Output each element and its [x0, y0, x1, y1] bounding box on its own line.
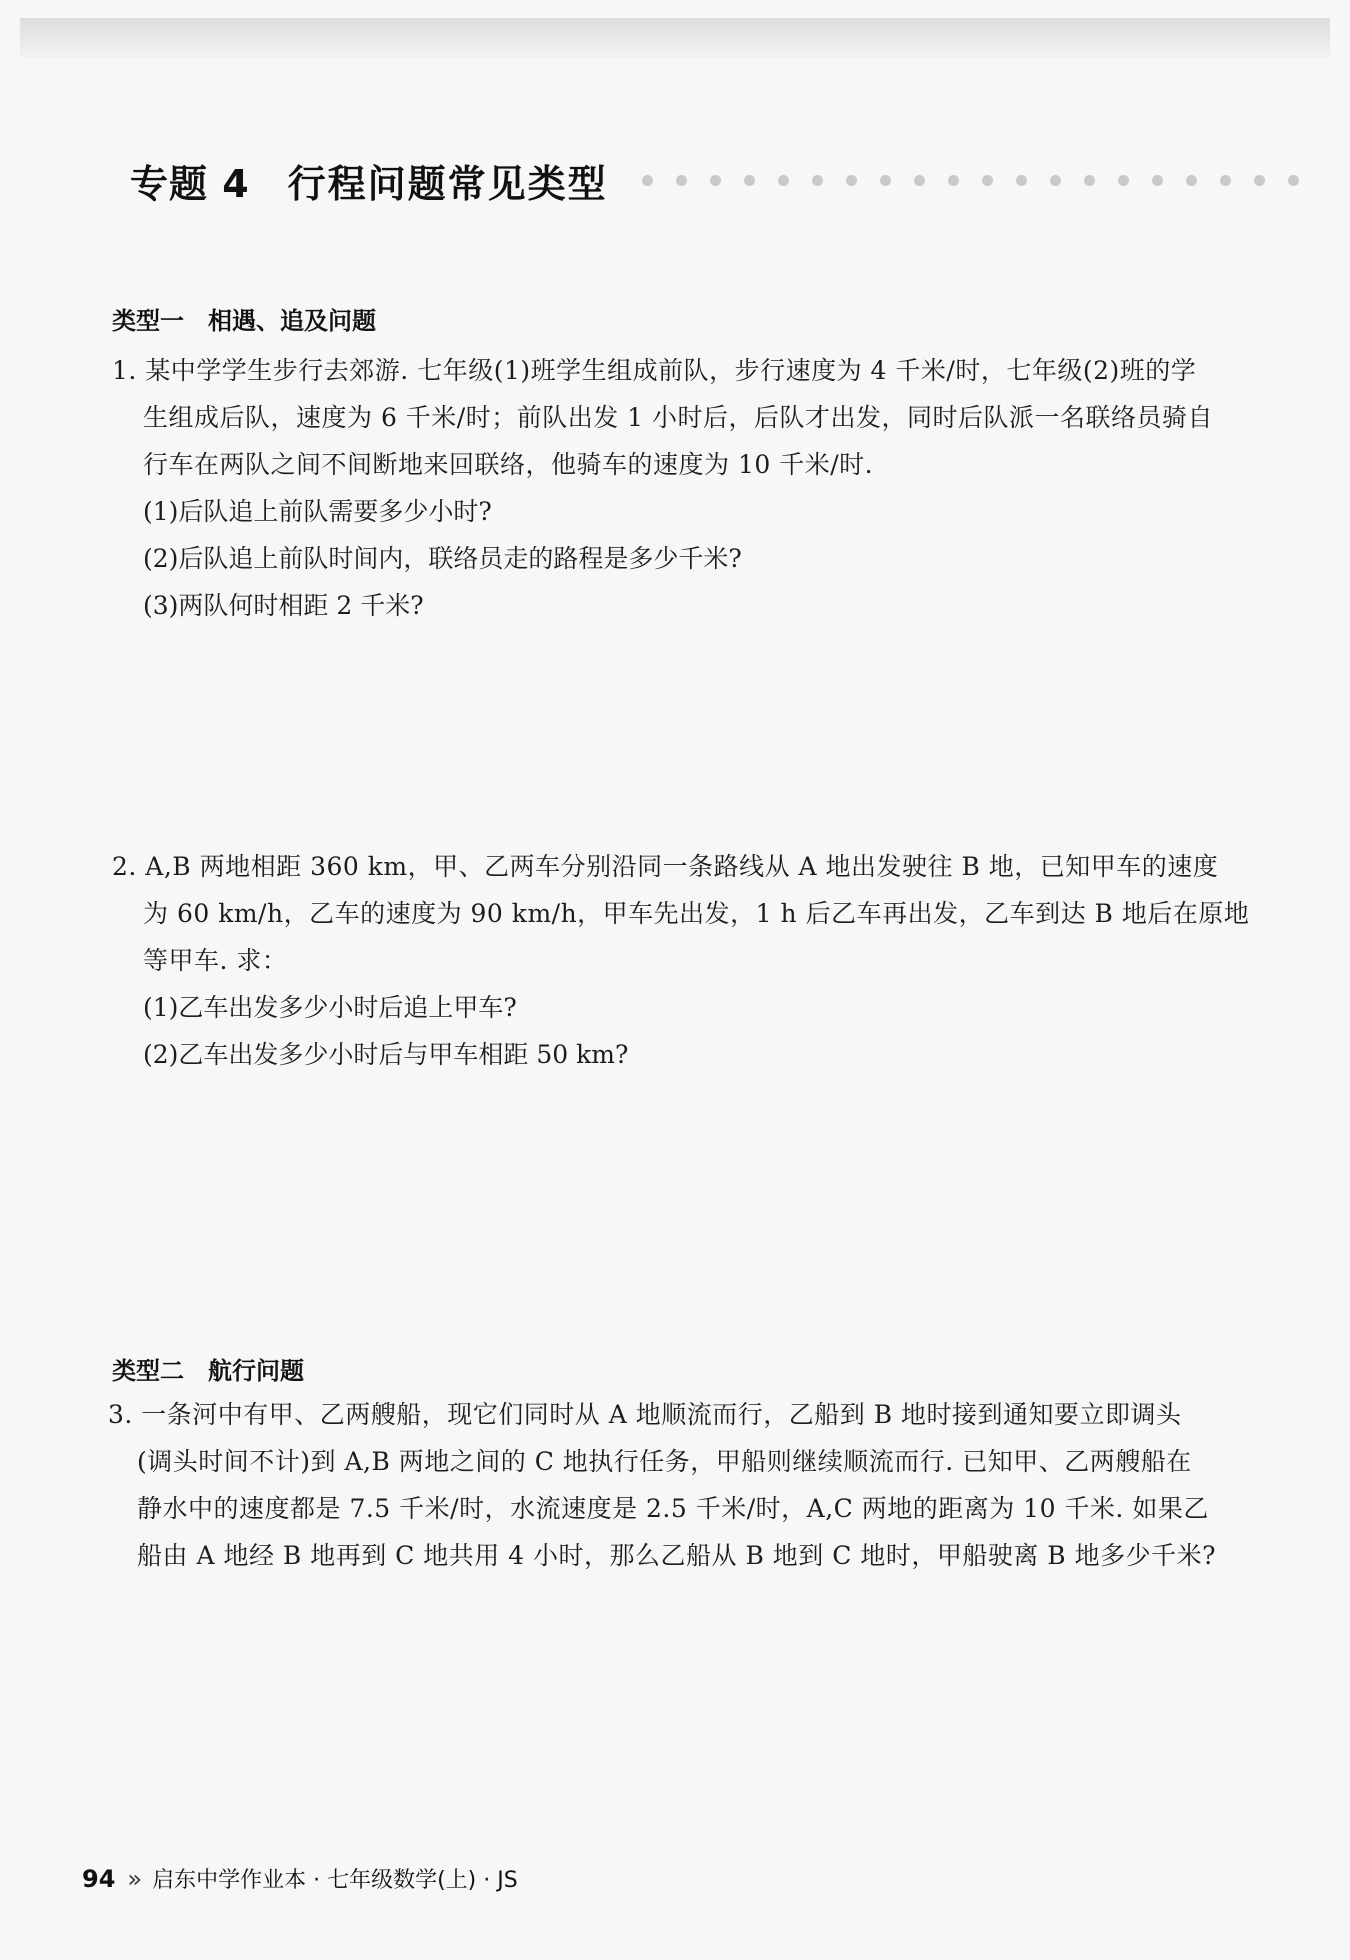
- chevron-right-icon: »: [127, 1864, 143, 1893]
- dot-icon: [982, 175, 993, 186]
- problem-1-line-3: 行车在两队之间不间断地来回联络，他骑车的速度为 10 千米/时.: [143, 450, 874, 479]
- problem-2-line-3: 等甲车. 求：: [143, 946, 288, 975]
- dot-icon: [880, 175, 891, 186]
- dot-icon: [948, 175, 959, 186]
- problem-1-sub-3: (3)两队何时相距 2 千米?: [143, 591, 424, 620]
- problem-2-sub-1: (1)乙车出发多少小时后追上甲车?: [143, 993, 517, 1022]
- dot-icon: [642, 175, 653, 186]
- section-name: 相遇、追及问题: [208, 307, 376, 335]
- topic-number: 专题 4: [130, 161, 250, 206]
- section-heading-2: [112, 1351, 304, 1386]
- dot-icon: [778, 175, 789, 186]
- dot-icon: [676, 175, 687, 186]
- dot-icon: [1118, 175, 1129, 186]
- problem-1-sub-1: (1)后队追上前队需要多少小时?: [143, 497, 492, 526]
- dot-icon: [744, 175, 755, 186]
- dot-icon: [812, 175, 823, 186]
- problem-2-sub-2: (2)乙车出发多少小时后与甲车相距 50 km?: [143, 1040, 629, 1069]
- problem-2-line-1: 2. A,B 两地相距 360 km，甲、乙两车分别沿同一条路线从 A 地出发驶往 B 地，已知甲车的速度: [112, 852, 1219, 881]
- problem-1-line-2: 生组成后队，速度为 6 千米/时；前队出发 1 小时后，后队才出发，同时后队派一名联络员骑自: [143, 403, 1214, 432]
- section-label: 类型一: [112, 307, 184, 335]
- dot-icon: [1288, 175, 1299, 186]
- page-footer: [82, 1863, 518, 1894]
- problem-2-line-2: 为 60 km/h，乙车的速度为 90 km/h，甲车先出发，1 h 后乙车再出发，乙车到达 B 地后在原地: [143, 899, 1250, 928]
- dot-icon: [846, 175, 857, 186]
- section-name: 航行问题: [208, 1357, 304, 1385]
- dot-icon: [710, 175, 721, 186]
- section-label: 类型二: [112, 1357, 184, 1385]
- topic-header: [130, 150, 1330, 210]
- top-edge-shadow: [20, 18, 1330, 58]
- problem-1-sub-2: (2)后队追上前队时间内，联络员走的路程是多少千米?: [143, 544, 742, 573]
- dot-icon: [1050, 175, 1061, 186]
- book-title: 启东中学作业本 · 七年级数学(上) · JS: [152, 1868, 518, 1893]
- dot-icon: [1084, 175, 1095, 186]
- dot-icon: [1254, 175, 1265, 186]
- page-number: 94: [82, 1864, 116, 1893]
- problem-3-line-4: 船由 A 地经 B 地再到 C 地共用 4 小时，那么乙船从 B 地到 C 地时，甲船驶离 B 地多少千米?: [137, 1541, 1216, 1570]
- problem-3-line-3: 静水中的速度都是 7.5 千米/时，水流速度是 2.5 千米/时，A,C 两地的距离为 10 千米. 如果乙: [137, 1494, 1209, 1523]
- decorative-dot-leader: [642, 175, 1299, 186]
- section-heading-1: [112, 301, 376, 336]
- problem-3-line-1: 3. 一条河中有甲、乙两艘船，现它们同时从 A 地顺流而行，乙船到 B 地时接到通知要立即调头: [108, 1400, 1182, 1429]
- problem-3-line-2: (调头时间不计)到 A,B 两地之间的 C 地执行任务，甲船则继续顺流而行. 已知甲、乙两艘船在: [137, 1447, 1192, 1476]
- dot-icon: [914, 175, 925, 186]
- dot-icon: [1152, 175, 1163, 186]
- topic-title: 行程问题常见类型: [287, 161, 608, 206]
- dot-icon: [1016, 175, 1027, 186]
- dot-icon: [1186, 175, 1197, 186]
- problem-1-line-1: 1. 某中学学生步行去郊游. 七年级(1)班学生组成前队，步行速度为 4 千米/时，七年级(2)班的学: [112, 356, 1197, 385]
- dot-icon: [1220, 175, 1231, 186]
